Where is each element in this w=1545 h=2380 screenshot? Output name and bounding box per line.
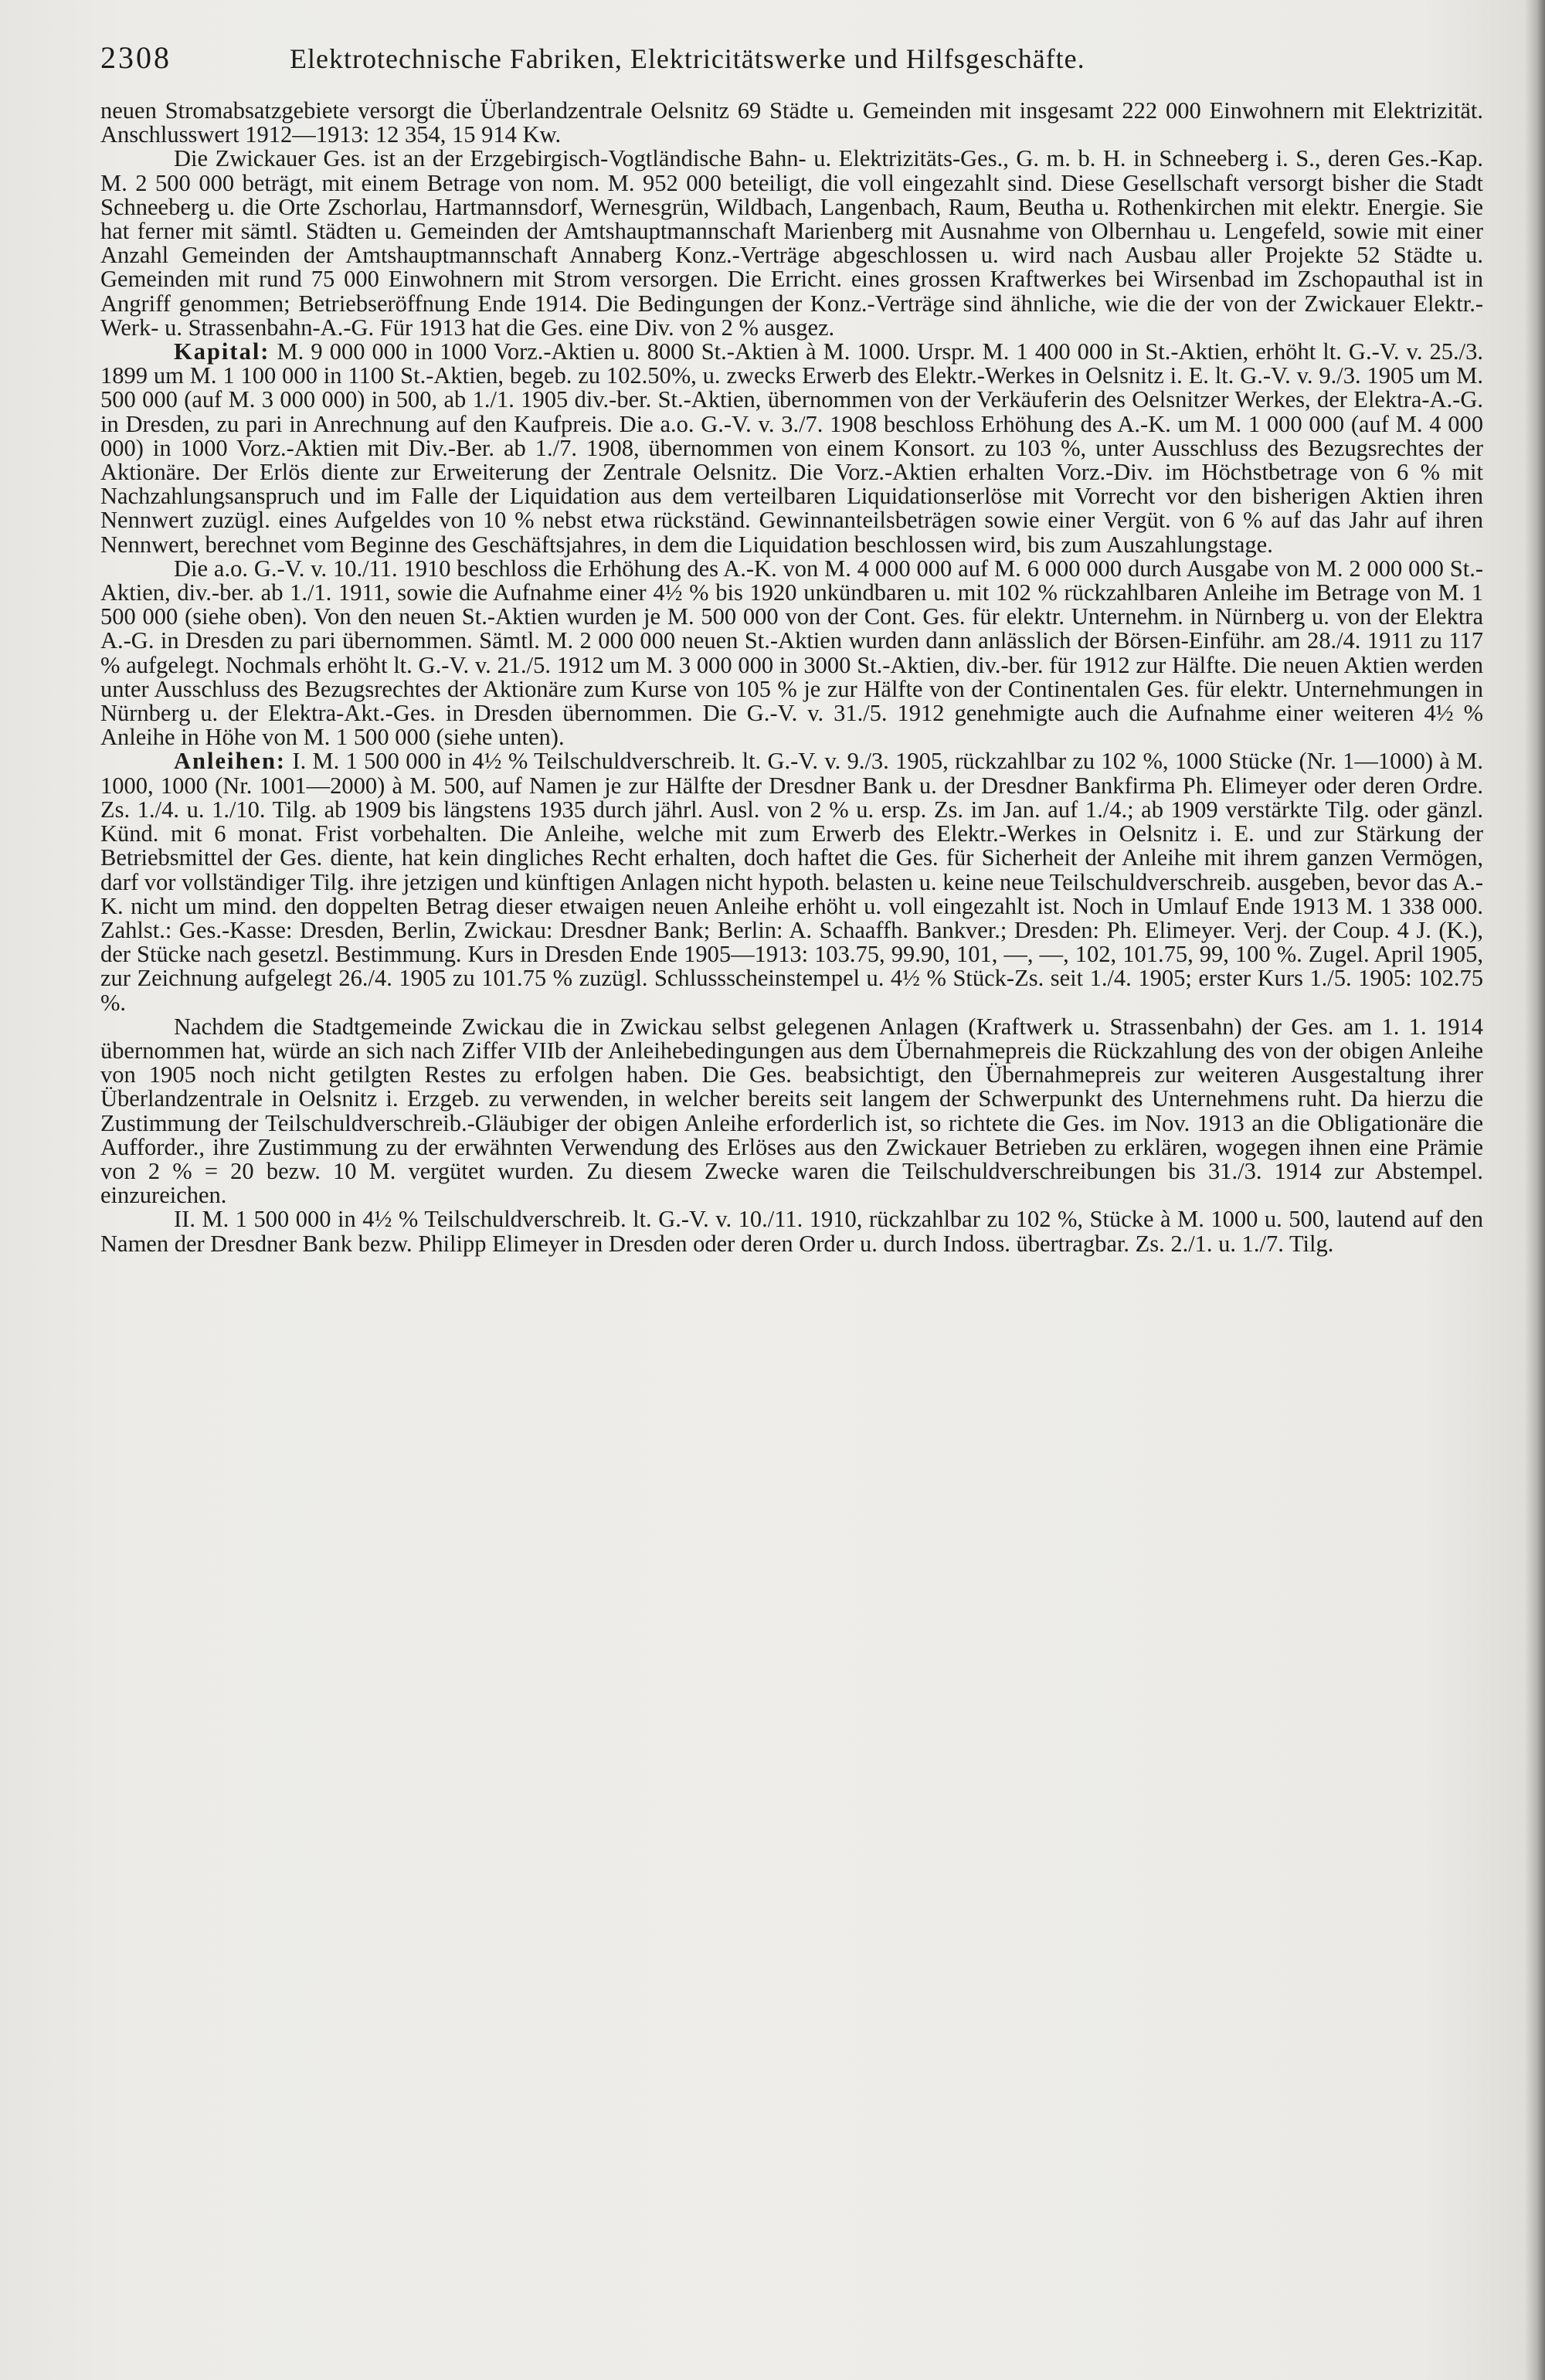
- paragraph-stadtgemeinde: [100, 1015, 1483, 1208]
- paragraph-text: Nachdem die Stadtgemeinde Zwickau die in Zwickau selbst gelegenen Anlagen (Kraftwerk u. Strassenbahn) der Ges. am 1. 1. 1914 übernommen hat, würde an sich nach Ziffer VIIb der Anleihebedingungen aus dem Übernahmepreis die Rückzahlung des von der obigen Anleihe von 1905 noch nicht getilgten Restes zu erfolgen haben. Die Ges. beabsichtigt, den Übernahmepreis zur weiteren Ausgestaltung ihrer Überlandzentrale in Oelsnitz i. Erzgeb. zu verwenden, in welcher bereits seit langem der Schwerpunkt des Unternehmens ruht. Da hierzu die Zustimmung der Teilschuldverschreib.-Gläubiger der obigen Anleihe erforderlich ist, so richtete die Ges. im Nov. 1913 an die Obligationäre die Aufforder., ihre Zustimmung zu der erwähnten Verwendung des Erlöses aus den Zwickauer Betrieben zu erklären, wogegen ihnen eine Prämie von 2 % = 20 bezw. 10 M. vergütet wurden. Zu diesem Zwecke waren die Teilschuldverschreibungen bis 31./3. 1914 zur Abstempel. einzureichen.: [100, 1013, 1483, 1209]
- page-header: [100, 39, 1452, 77]
- paragraph-text: Die Zwickauer Ges. ist an der Erzgebirgisch-Vogtländische Bahn- u. Elektrizitäts-Ges., G. m. b. H. in Schneeberg i. S., deren Ges.-Kap. M. 2 500 000 beträgt, mit einem Betrage von nom. M. 952 000 beteiligt, die voll eingezahlt sind. Diese Gesellschaft versorgt bisher die Stadt Schneeberg u. die Orte Zschorlau, Hartmannsdorf, Wernesgrün, Wildbach, Langenbach, Raum, Beutha u. Rothenkirchen mit elektr. Energie. Sie hat ferner mit sämtl. Städten u. Gemeinden der Amtshauptmannschaft Marienberg mit Ausnahme von Olbernhau u. Lengefeld, sowie mit einer Anzahl Gemeinden der Amtshauptmannschaft Annaberg Konz.-Verträge abgeschlossen u. wird nach Ausbau aller Projekte 52 Städte u. Gemeinden mit rund 75 000 Einwohnern mit Strom versorgen. Die Erricht. eines grossen Kraftwerkes bei Wirsenbad im Zschopauthal ist in Angriff genommen; Betriebseröffnung Ende 1914. Die Bedingungen der Konz.-Verträge sind ähnliche, wie die der von der Zwickauer Elektr.-Werk- u. Strassenbahn-A.-G. Für 1913 hat die Ges. eine Div. von 2 % ausgez.: [100, 145, 1483, 341]
- paragraph-text: neuen Stromabsatzgebiete versorgt die Überlandzentrale Oelsnitz 69 Städte u. Gemeinden mit insgesamt 222 000 Einwohnern mit Elektrizität. Anschlusswert 1912—1913: 12 354, 15 914 Kw.: [100, 97, 1483, 148]
- paragraph-text: Die a.o. G.-V. v. 10./11. 1910 beschloss die Erhöhung des A.-K. von M. 4 000 000 auf M. 6 000 000 durch Ausgabe von M. 2 000 000 St.-Aktien, div.-ber. ab 1./1. 1911, sowie die Aufnahme einer 4½ % bis 1920 unkündbaren u. mit 102 % rückzahlbaren Anleihe im Betrage von M. 1 500 000 (siehe oben). Von den neuen St.-Aktien wurden je M. 500 000 von der Cont. Ges. für elektr. Unternehm. in Nürnberg u. von der Elektra A.-G. in Dresden zu pari übernommen. Sämtl. M. 2 000 000 neuen St.-Aktien wurden dann anlässlich der Börsen-Einführ. am 28./4. 1911 zu 117 % aufgelegt. Nochmals erhöht lt. G.-V. v. 21./5. 1912 um M. 3 000 000 in 3000 St.-Aktien, div.-ber. für 1912 zur Hälfte. Die neuen Aktien werden unter Ausschluss des Bezugsrechtes der Aktionäre zum Kurse von 105 % je zur Hälfte von der Continentalen Ges. für elektr. Unternehmungen in Nürnberg u. der Elektra-Akt.-Ges. in Dresden übernommen. Die G.-V. v. 31./5. 1912 genehmigte auch die Aufnahme einer weiteren 4½ % Anleihe in Höhe von M. 1 500 000 (siehe unten).: [100, 555, 1483, 751]
- paragraph-text: II. M. 1 500 000 in 4½ % Teilschuldverschreib. lt. G.-V. v. 10./11. 1910, rückzahlbar zu 102 %, Stücke à M. 1000 u. 500, lautend auf den Namen der Dresdner Bank bezw. Philipp Elimeyer in Dresden oder deren Order u. durch Indoss. übertragbar. Zs. 2./1. u. 1./7. Tilg.: [100, 1206, 1483, 1257]
- paragraph-anleihe-ii: [100, 1207, 1483, 1255]
- body-text: [100, 99, 1483, 1256]
- paragraph-text: M. 9 000 000 in 1000 Vorz.-Aktien u. 8000 St.-Aktien à M. 1000. Urspr. M. 1 400 000 in St.-Aktien, erhöht lt. G.-V. v. 25./3. 1899 um M. 1 100 000 in 1100 St.-Aktien, begeb. zu 102.50%, u. zwecks Erwerb des Elektr.-Werkes in Oelsnitz i. E. lt. G.-V. v. 9./3. 1905 um M. 500 000 (auf M. 3 000 000) in 500, ab 1./1. 1905 div.-ber. St.-Aktien, übernommen von der Verkäuferin des Oelsnitzer Werkes, der Elektra-A.-G. in Dresden, zu pari in Anrechnung auf den Kaufpreis. Die a.o. G.-V. v. 3./7. 1908 beschloss Erhöhung des A.-K. um M. 1 000 000 (auf M. 4 000 000) in 1000 Vorz.-Aktien mit Div.-Ber. ab 1./7. 1908, übernommen von einem Konsort. zu 103 %, unter Ausschluss des Bezugsrechtes der Aktionäre. Der Erlös diente zur Erweiterung der Zentrale Oelsnitz. Die Vorz.-Aktien erhalten Vorz.-Div. im Höchstbetrage von 6 % mit Nachzahlungsanspruch und im Falle der Liquidation aus dem verteilbaren Liquidationserlöse mit Vorrecht vor den bisherigen Aktien ihren Nennwert zuzügl. eines Aufgeldes von 10 % nebst etwa rückständ. Gewinnanteilsbeträgen sowie einer Vergüt. von 6 % auf das Jahr auf ihren Nennwert, berechnet vom Beginne des Geschäftsjahres, in dem die Liquidation beschlossen wird, bis zum Auszahlungstage.: [100, 338, 1484, 558]
- paragraph-kapitalerhoehung: [100, 557, 1483, 750]
- paragraph-kapital: [100, 340, 1483, 557]
- paragraph-anleihen: [100, 749, 1483, 1014]
- section-heading-anleihen: Anleihen:: [174, 748, 287, 775]
- paragraph-text: I. M. 1 500 000 in 4½ % Teilschuldverschreib. lt. G.-V. v. 9./3. 1905, rückzahlbar zu 102 %, 1000 Stücke (Nr. 1—1000) à M. 1000, 1000 (Nr. 1001—2000) à M. 500, auf Namen je zur Hälfte der Dresdner Bank u. der Dresdner Bankfirma Ph. Elimeyer oder deren Ordre. Zs. 1./4. u. 1./10. Tilg. ab 1909 bis längstens 1935 durch jährl. Ausl. von 2 % u. ersp. Zs. im Jan. auf 1./4.; ab 1909 verstärkte Tilg. oder gänzl. Künd. mit 6 monat. Frist vorbehalten. Die Anleihe, welche mit zum Erwerb des Elektr.-Werkes in Oelsnitz i. E. und zur Stärkung der Betriebsmittel der Ges. diente, hat kein dingliches Recht erhalten, doch haftet die Ges. für Sicherheit der Anleihe mit ihrem ganzen Vermögen, darf vor vollständiger Tilg. ihre jetzigen und künftigen Anlagen nicht hypoth. belasten u. keine neue Teilschuldverschreib. ausgeben, bevor das A.-K. nicht um mind. den doppelten Betrag dieser etwaigen neuen Anleihe erhöht u. voll eingezahlt ist. Noch in Umlauf Ende 1913 M. 1 338 000. Zahlst.: Ges.-Kasse: Dresden, Berlin, Zwickau: Dresdner Bank; Berlin: A. Schaaffh. Bankver.; Dresden: Ph. Elimeyer. Verj. der Coup. 4 J. (K.), der Stücke nach gesetzl. Bestimmung. Kurs in Dresden Ende 1905—1913: 103.75, 99.90, 101, —, —, 102, 101.75, 99, 100 %. Zugel. April 1905, zur Zeichnung aufgelegt 26./4. 1905 zu 101.75 % zuzügl. Schlussscheinstempel u. 4½ % Stück-Zs. seit 1./4. 1905; erster Kurs 1./5. 1905: 102.75 %.: [100, 748, 1483, 1016]
- page-edge-shadow: [1525, 0, 1545, 2380]
- paragraph-intro: [100, 99, 1483, 147]
- paragraph-zwickauer-ges: [100, 147, 1483, 340]
- running-title: Elektrotechnische Fabriken, Elektricitätswerke und Hilfsgeschäfte.: [290, 43, 1085, 74]
- section-heading-kapital: Kapital:: [174, 338, 270, 365]
- page-number: 2308: [100, 40, 171, 75]
